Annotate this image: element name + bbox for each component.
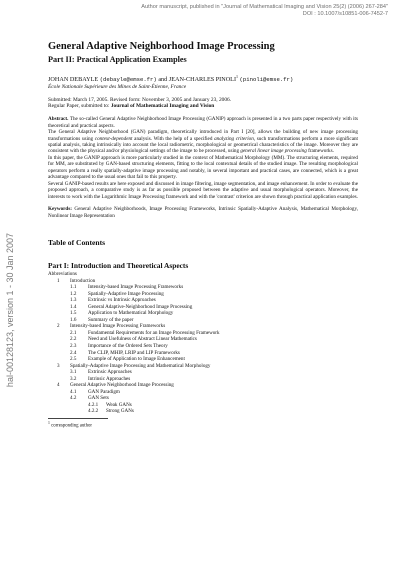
publication-note — [88, 4, 388, 18]
toc-entry-title: Application to Mathematical Morphology — [88, 310, 174, 317]
abstract-text-1: The so-called General Adaptive Neighborhood Image Processing (GANIP) approach is presented in a two parts paper respectively with its theoretical and practical aspects. — [48, 116, 358, 129]
footnote-text: corresponding author — [51, 423, 93, 429]
toc-entry-number: 1 — [57, 277, 60, 284]
toc-entry-title: The CLIP, MHIP, LRIP and LIP Frameworks — [88, 349, 180, 356]
abstract-text-2c: , such transformations perform a more significant spatial analysis, taking intrinsically into account the local radiometric, morphological or geometrical characteristics of the image. Moreover they are consistent with the physical and/or physiological settings of the image to be processed, using — [48, 135, 358, 155]
toc-entry-title: GAN Sets — [88, 395, 109, 402]
footnote-mark: 1 — [48, 420, 50, 425]
submission-dates: Submitted: March 17, 2005. Revised form: November 3, 2005 and January 23, 2006. — [48, 96, 232, 103]
toc-entry-number: 3.1 — [70, 369, 77, 376]
author-name-2: JEAN-CHARLES PINOLI — [168, 76, 236, 84]
toc-entry-number: 2.5 — [70, 356, 77, 363]
abstract-emph-2: analyzing criterion — [214, 135, 254, 142]
abstract-text-2b: analysis. With the help of a specified — [132, 135, 215, 142]
footnote-rule — [48, 418, 108, 419]
toc-entry-number: 1.6 — [70, 316, 77, 323]
toc-entry-title: Summary of the paper — [88, 316, 134, 323]
toc-entry-number: 1.5 — [70, 310, 77, 317]
toc-heading: Table of Contents — [48, 237, 106, 247]
toc-entry-number: 2.4 — [70, 349, 77, 356]
abstract-paragraph-2 — [48, 129, 358, 155]
toc-entry-title: GAN Paradigm — [88, 388, 120, 395]
keywords-text: General Adaptive Neighborhoods, Image Processing Frameworks, Intrinsic Spatially-Adaptive Analysis, Mathematical Morphology, Nonlinear Image Representation — [48, 206, 358, 219]
abstract-emph-1: context-dependent — [94, 135, 133, 142]
toc-entry-number: 3.2 — [70, 375, 77, 382]
toc-entry-number: 2 — [57, 323, 60, 330]
toc-list — [48, 271, 358, 415]
author-name-1: JOHAN DEBAYLE — [48, 76, 99, 84]
abstract-label: Abstract. — [48, 116, 69, 123]
toc-entry[interactable] — [48, 408, 358, 415]
toc-entry-number: 4.2.1 — [88, 401, 99, 408]
toc-part-heading: Part I: Introduction and Theoretical Aspects — [48, 260, 189, 270]
keywords-section — [48, 206, 358, 219]
hal-identifier-text: hal-00128123, version 1 - 30 Jan 2007 — [5, 232, 15, 388]
toc-entry-number: 2.1 — [70, 329, 77, 336]
author-footnote-mark: 1 — [236, 74, 238, 79]
abstract-emph-3: general linear image processing — [240, 148, 307, 155]
toc-entry-number: 1.3 — [70, 297, 77, 304]
toc-entry-title: Intensity-based Image Processing Frameworks — [70, 323, 166, 330]
toc-entry-title: Spatially-Adaptive Image Processing and Mathematical Morphology — [70, 362, 211, 369]
toc-entry-number: 2.3 — [70, 342, 77, 349]
footnote — [48, 420, 358, 430]
toc-entry-title: General Adaptive-Neighborhood Image Processing — [88, 303, 193, 310]
abstract-paragraph-3: In this paper, the GANIP approach is more particularly studied in the context of Mathematical Morphology (MM). The structuring elements, required for MM, are substituted by GAN-based structuring elements, fitting to the local contextual details of the studied image. The resulting morphological operators perform a really spatially-adaptive image processing and notably, in several important and practical cases, are connected, which is a great advantage compared to the usual ones that fail to this property. — [48, 154, 358, 181]
journal-name: Journal of Mathematical Imaging and Vision — [110, 103, 215, 110]
toc-entry-title: Spatially-Adaptive Image Processing — [88, 290, 164, 297]
toc-entry-number: 1.2 — [70, 290, 77, 297]
abstract-section — [48, 116, 358, 200]
publication-note-doi: DOI : 10.1007/s10851-006-7452-7 — [302, 11, 388, 17]
abstract-text-2a: The General Adaptive Neighborhood (GAN) paradigm, theoretically introduced in Part I [20], allows the building of new image processing transformations using — [48, 129, 358, 142]
toc-entry-number: 3 — [57, 362, 60, 369]
toc-entry-title: General Adaptive Neighborhood Image Processing — [70, 382, 174, 389]
author-block — [48, 73, 358, 91]
hal-identifier-stamp — [3, 150, 17, 470]
submission-prefix: Regular Paper, submitted to: — [48, 103, 110, 110]
abstract-paragraph-1 — [48, 116, 358, 129]
toc-entry-number: 1.1 — [70, 284, 77, 291]
abstract-text-2d: frameworks. — [306, 148, 334, 155]
toc-entry-title: Extrinsic vs Intrinsic Approaches — [88, 297, 156, 304]
publication-note-line1: Author manuscript, published in "Journal of Mathematical Imaging and Vision 25(2) (2006) 267-284" — [141, 4, 388, 10]
toc-entry-number: 2.2 — [70, 336, 77, 343]
toc-entry-title: Fundamental Requirements for an Image Processing Framework — [88, 329, 220, 336]
toc-entry-number: 1.4 — [70, 303, 77, 310]
toc-entry-title: Introduction — [70, 277, 96, 284]
author-email-1: (debayle@emse.fr) — [99, 76, 157, 84]
toc-entry-number: 4.1 — [70, 388, 77, 395]
author-connector: and — [158, 76, 168, 84]
paper-page — [48, 40, 358, 430]
submission-journal-line — [48, 103, 358, 110]
toc-entry-title: Intrinsic Approaches — [88, 375, 131, 382]
toc-entry-title: Weak GANs — [106, 401, 132, 408]
paper-subtitle: Part II: Practical Application Examples — [48, 55, 187, 64]
toc-entry-title: Extrinsic Approaches — [88, 369, 132, 376]
author-line — [48, 73, 358, 84]
toc-entry-title: Abbreviations — [48, 270, 77, 277]
toc-entry-title: Importance of the Ordered Sets Theory — [88, 342, 168, 349]
toc-entry-title: Strong GANs — [106, 408, 134, 415]
toc-entry-title: Example of Application to Image Enhancement — [88, 356, 185, 363]
toc-entry-number: 4.2.2 — [88, 408, 99, 415]
abstract-paragraph-4: Several GANIP-based results are here exposed and discussed in image filtering, image segmentation, and image enhancement. In order to evaluate the proposed approach, a comparative study is as far as possible proposed between the adaptive and usual morphological operators. Moreover, the interests to work with the Logarithmic Image Processing framework and with the 'contrast' criterion are shown through practical application examples. — [48, 180, 358, 200]
toc-entry-title: Intensity-based Image Processing Frameworks — [88, 284, 184, 291]
author-affiliation: École Nationale Supérieure des Mines de Saint-Étienne, France — [48, 83, 187, 90]
toc-entry-title: Need and Usefulness of Abstract Linear Mathematics — [88, 336, 197, 343]
toc-entry-number: 4.2 — [70, 395, 77, 402]
toc-entry-number: 4 — [57, 382, 60, 389]
paper-title: General Adaptive Neighborhood Image Processing — [48, 41, 275, 52]
submission-info — [48, 97, 358, 111]
keywords-label: Keywords: — [48, 206, 72, 213]
author-email-2: (pinoli@emse.fr) — [239, 76, 294, 84]
